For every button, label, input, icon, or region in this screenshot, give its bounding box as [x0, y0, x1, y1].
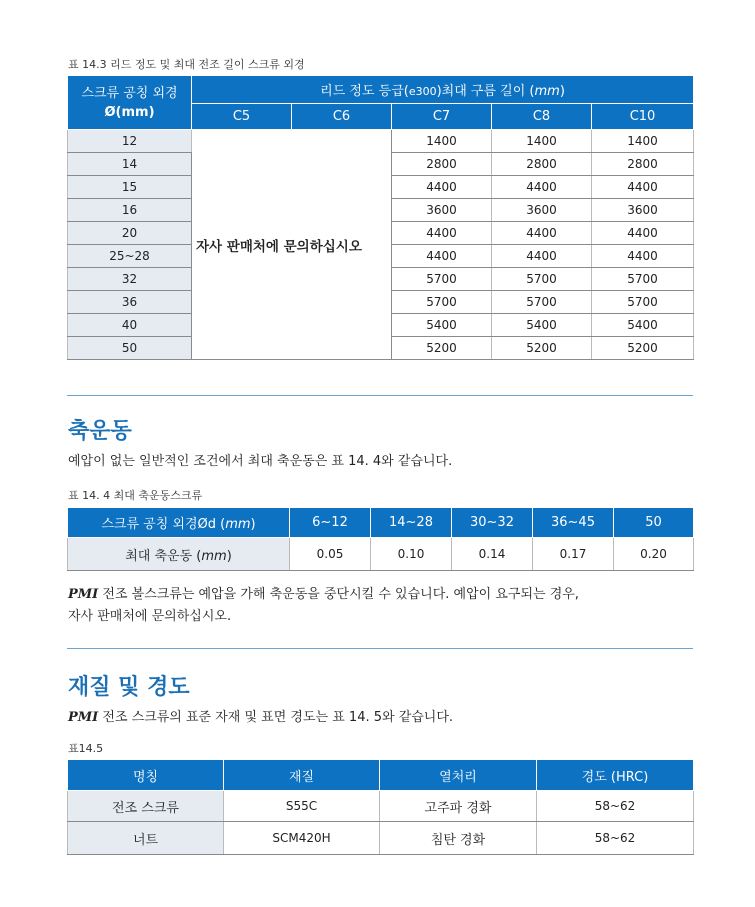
header-group-sub: e300	[408, 85, 437, 98]
diameter-cell: 36	[68, 291, 192, 314]
header-nominal-diameter-label: 스크류 공칭 외경	[81, 85, 178, 101]
header-backlash-diameter-unit: mm	[225, 517, 251, 532]
c7-cell: 5400	[392, 314, 492, 337]
header-backlash-diameter-label: 스크류 공칭 외경Ød (	[101, 517, 226, 532]
backlash-value: 0.17	[533, 538, 614, 571]
c10-cell: 1400	[592, 130, 694, 153]
header-nominal-diameter	[68, 76, 192, 130]
c7-cell: 1400	[392, 130, 492, 153]
header-group-post: )최대 구름 길이 (	[436, 84, 535, 99]
header-range: 6~12	[290, 508, 371, 538]
header-treatment: 열처리	[380, 760, 537, 791]
c7-cell: 4400	[392, 176, 492, 199]
backlash-value: 0.05	[290, 538, 371, 571]
section-divider	[67, 395, 693, 396]
max-backlash-label-text: 최대 축운동 (	[125, 548, 202, 564]
c8-cell: 4400	[492, 245, 592, 268]
diameter-cell: 20	[68, 222, 192, 245]
backlash-value: 0.20	[614, 538, 694, 571]
diameter-cell: 12	[68, 130, 192, 153]
c10-cell: 2800	[592, 153, 694, 176]
hardness-value: 58~62	[537, 822, 694, 855]
max-backlash-label	[68, 538, 290, 571]
header-backlash-diameter	[68, 508, 290, 538]
header-grade-c6: C6	[292, 104, 392, 130]
c7-cell: 5700	[392, 291, 492, 314]
contact-dealer-note: 자사 판매처에 문의하십시오	[192, 130, 392, 360]
backlash-note	[68, 584, 696, 628]
c8-cell: 1400	[492, 130, 592, 153]
diameter-cell: 32	[68, 268, 192, 291]
brand-pmi: PMI	[68, 587, 99, 602]
max-backlash-label-close: )	[226, 548, 232, 564]
backlash-note-line2: 자사 판매처에 문의하십시오.	[68, 609, 232, 624]
c8-cell: 5400	[492, 314, 592, 337]
c10-cell: 4400	[592, 245, 694, 268]
material-value: S55C	[224, 791, 380, 822]
header-range: 36~45	[533, 508, 614, 538]
c8-cell: 4400	[492, 176, 592, 199]
diameter-cell: 14	[68, 153, 192, 176]
diameter-cell: 40	[68, 314, 192, 337]
header-grade-c10: C10	[592, 104, 694, 130]
header-range: 14~28	[371, 508, 452, 538]
header-lead-accuracy-group	[192, 76, 694, 104]
c7-cell: 3600	[392, 199, 492, 222]
diameter-cell: 15	[68, 176, 192, 199]
material-heading: 재질 및 경도	[68, 675, 190, 700]
c7-cell: 2800	[392, 153, 492, 176]
material-intro-text: 전조 스크류의 표준 자재 및 표면 경도는 표 14. 5와 같습니다.	[98, 710, 454, 725]
backlash-heading: 축운동	[68, 419, 132, 444]
header-material: 재질	[224, 760, 380, 791]
diameter-cell: 16	[68, 199, 192, 222]
header-grade-c7: C7	[392, 104, 492, 130]
header-group-pre: 리드 정도 등급(	[320, 84, 409, 99]
material-value: SCM420H	[224, 822, 380, 855]
c8-cell: 5700	[492, 268, 592, 291]
lead-accuracy-table	[67, 75, 694, 360]
c8-cell: 2800	[492, 153, 592, 176]
c7-cell: 5700	[392, 268, 492, 291]
table-row	[68, 791, 694, 822]
c7-cell: 4400	[392, 222, 492, 245]
table-row	[68, 130, 694, 153]
c10-cell: 3600	[592, 199, 694, 222]
c7-cell: 4400	[392, 245, 492, 268]
table-row	[68, 822, 694, 855]
header-name: 명칭	[68, 760, 224, 791]
header-grade-c8: C8	[492, 104, 592, 130]
max-backlash-label-unit: mm	[201, 548, 227, 564]
c8-cell: 4400	[492, 222, 592, 245]
brand-pmi: PMI	[68, 710, 99, 725]
hardness-value: 58~62	[537, 791, 694, 822]
c8-cell: 3600	[492, 199, 592, 222]
backlash-intro: 예압이 없는 일반적인 조건에서 최대 축운동은 표 14. 4와 같습니다.	[68, 454, 453, 469]
c7-cell: 5200	[392, 337, 492, 360]
c10-cell: 5200	[592, 337, 694, 360]
c10-cell: 4400	[592, 222, 694, 245]
table-14-5-caption: 표14.5	[68, 742, 104, 755]
backlash-value: 0.10	[371, 538, 452, 571]
header-range: 30~32	[452, 508, 533, 538]
backlash-value: 0.14	[452, 538, 533, 571]
header-backlash-diameter-close: )	[250, 517, 256, 532]
table-14-3-caption: 표 14.3 리드 정도 및 최대 전조 길이 스크류 외경	[68, 58, 305, 71]
section-divider	[67, 648, 693, 649]
c8-cell: 5700	[492, 291, 592, 314]
header-grade-c5: C5	[192, 104, 292, 130]
header-group-unit: mm	[534, 84, 560, 99]
treatment-value: 침탄 경화	[380, 822, 537, 855]
table-row	[68, 538, 694, 571]
table-14-4-caption: 표 14. 4 최대 축운동스크류	[68, 489, 203, 502]
diameter-cell: 50	[68, 337, 192, 360]
header-nominal-diameter-unit: Ø(mm)	[104, 104, 155, 120]
diameter-cell: 25~28	[68, 245, 192, 268]
c10-cell: 4400	[592, 176, 694, 199]
c10-cell: 5700	[592, 291, 694, 314]
backlash-table	[67, 507, 694, 571]
c10-cell: 5400	[592, 314, 694, 337]
part-name: 너트	[68, 822, 224, 855]
c8-cell: 5200	[492, 337, 592, 360]
material-intro	[68, 707, 696, 729]
treatment-value: 고주파 경화	[380, 791, 537, 822]
c10-cell: 5700	[592, 268, 694, 291]
material-table	[67, 759, 694, 855]
header-group-close: )	[559, 84, 565, 99]
header-hardness: 경도 (HRC)	[537, 760, 694, 791]
part-name: 전조 스크류	[68, 791, 224, 822]
backlash-note-line1: 전조 볼스크류는 예압을 가해 축운동을 중단시킬 수 있습니다. 예압이 요구되는 경우,	[98, 587, 579, 602]
header-range: 50	[614, 508, 694, 538]
